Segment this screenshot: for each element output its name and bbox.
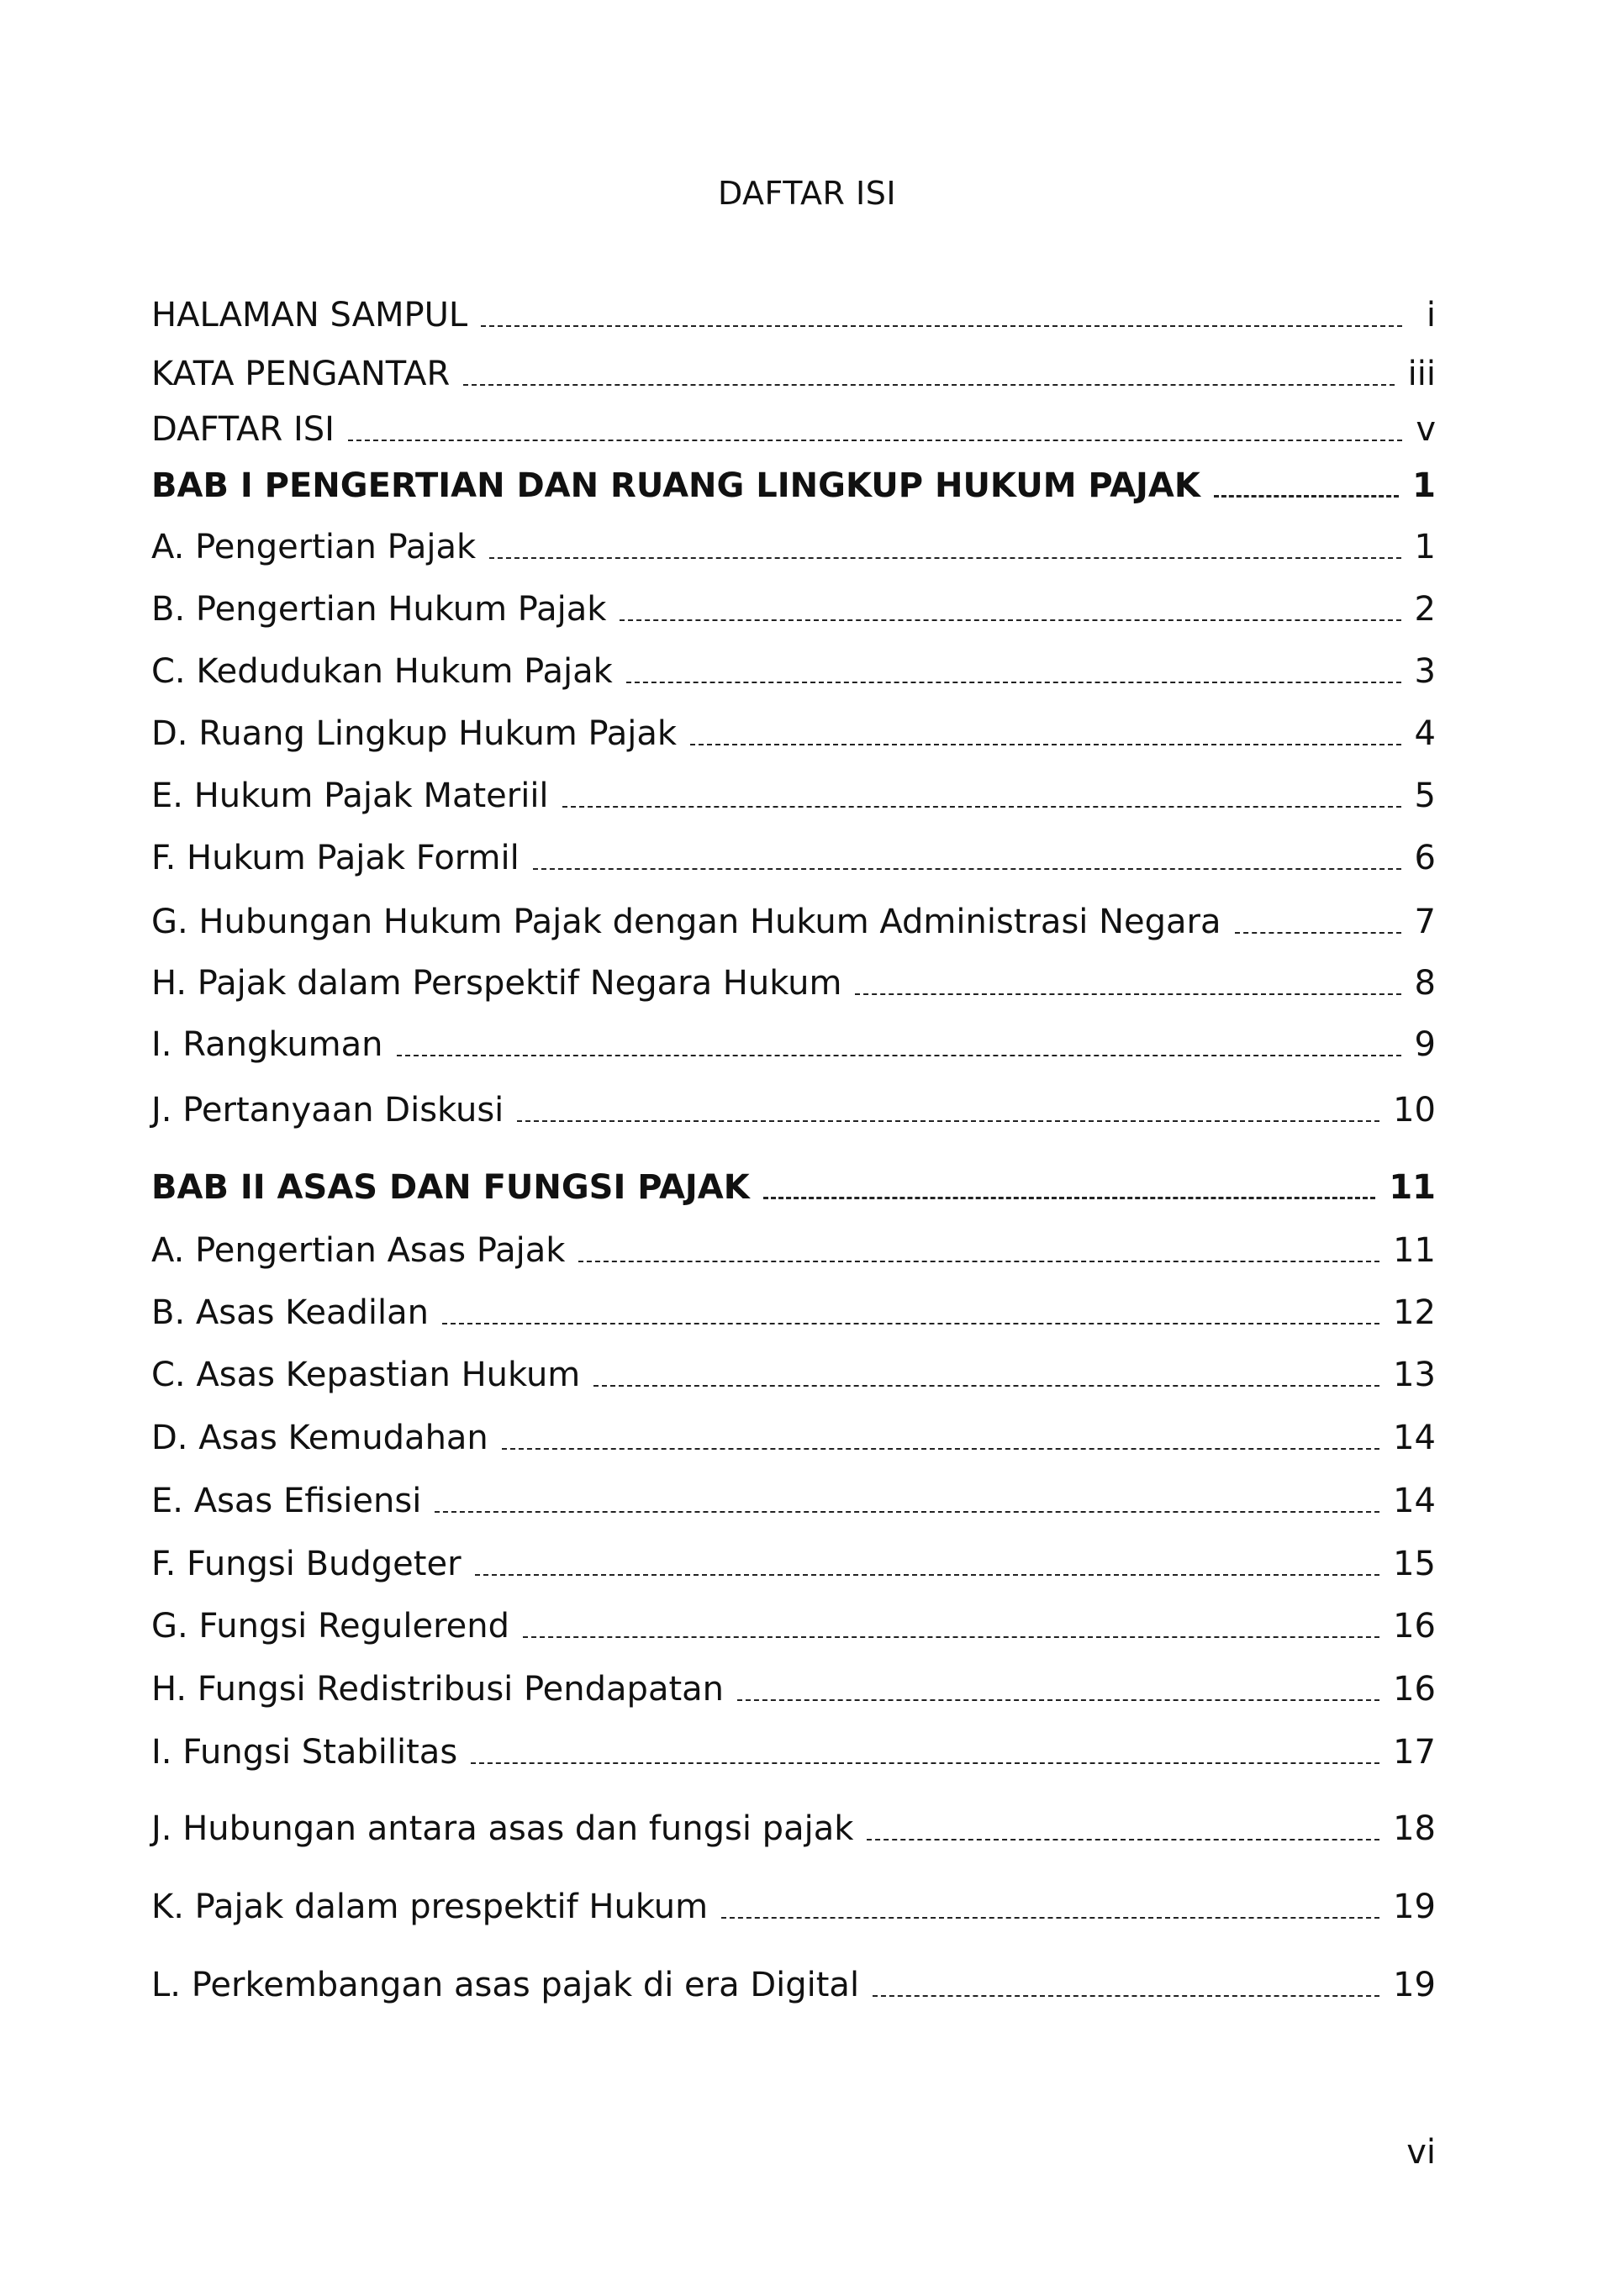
toc-entry-page-number: 19 [1393,1888,1436,1926]
toc-row [151,1290,1436,1335]
toc-row [151,292,1436,338]
toc-entry-label: C. Asas Kepastian Hukum [151,1356,581,1394]
toc-row [151,1730,1436,1775]
toc-dotted-leader [873,1995,1379,1997]
toc-row [151,1087,1436,1133]
toc-entry-label: K. Pajak dalam prespektif Hukum [151,1888,709,1926]
toc-dotted-leader [442,1323,1379,1324]
toc-dotted-leader [481,325,1402,327]
toc-entry-label: BAB II ASAS DAN FUNGSI PAJAK [151,1168,750,1207]
toc-dotted-leader [562,806,1401,808]
toc-row [151,1541,1436,1587]
toc-row [151,1962,1436,2008]
toc-dotted-leader [867,1839,1379,1840]
toc-entry-page-number: 11 [1393,1231,1436,1270]
toc-row [151,1228,1436,1273]
toc-entry-page-number: 8 [1414,964,1436,1003]
toc-entry-page-number: 3 [1414,652,1436,691]
toc-entry-page-number: 18 [1393,1809,1436,1848]
page-title: DAFTAR ISI [717,175,897,212]
toc-dotted-leader [471,1762,1379,1764]
toc-entry-page-number: v [1416,410,1436,449]
toc-entry-label: DAFTAR ISI [151,410,335,449]
toc-entry-label: H. Pajak dalam Perspektif Negara Hukum [151,964,842,1003]
toc-entry-label: I. Rangkuman [151,1025,383,1064]
toc-dotted-leader [533,868,1401,870]
toc-entry-label: L. Perkembangan asas pajak di era Digital [151,1966,860,2004]
toc-dotted-leader [593,1385,1379,1387]
toc-entry-label: I. Fungsi Stabilitas [151,1733,458,1772]
toc-entry-page-number: 16 [1393,1607,1436,1646]
toc-entry-label: D. Asas Kemudahan [151,1419,488,1457]
toc-row [151,1884,1436,1930]
toc-entry-page-number: 11 [1389,1168,1436,1207]
toc-entry-page-number: iii [1407,355,1436,393]
toc-row [151,961,1436,1006]
toc-chapter-row [151,463,1436,508]
toc-entry-page-number: 16 [1393,1670,1436,1709]
toc-entry-page-number: 6 [1414,839,1436,877]
toc-row [151,1022,1436,1067]
toc-row [151,899,1436,945]
toc-entry-label: C. Kedudukan Hukum Pajak [151,652,613,691]
toc-row [151,1604,1436,1649]
toc-entry-page-number: 2 [1414,590,1436,629]
toc-dotted-leader [397,1055,1401,1056]
toc-entry-label: F. Fungsi Budgeter [151,1545,462,1583]
toc-dotted-leader [475,1574,1380,1576]
toc-entry-label: E. Asas Efisiensi [151,1482,422,1520]
toc-entry-page-number: 1 [1412,466,1436,505]
toc-row [151,835,1436,881]
toc-entry-label: F. Hukum Pajak Formil [151,839,520,877]
toc-row [151,524,1436,570]
toc-entry-page-number: 10 [1393,1091,1436,1130]
toc-dotted-leader [620,619,1400,621]
toc-dotted-leader [690,744,1400,745]
toc-row [151,1352,1436,1398]
toc-entry-page-number: 14 [1393,1419,1436,1457]
toc-dotted-leader [523,1636,1379,1638]
toc-entry-label: D. Ruang Lingkup Hukum Pajak [151,714,678,753]
toc-entry-page-number: 4 [1414,714,1436,753]
toc-entry-label: B. Pengertian Hukum Pajak [151,590,607,629]
toc-entry-page-number: 14 [1393,1482,1436,1520]
toc-chapter-row [151,1165,1436,1210]
toc-dotted-leader [721,1917,1379,1919]
toc-row [151,1806,1436,1851]
toc-entry-page-number: 1 [1414,528,1436,566]
toc-dotted-leader [626,682,1401,683]
toc-dotted-leader [578,1261,1379,1262]
toc-entry-label: J. Pertanyaan Diskusi [151,1091,504,1130]
toc-entry-page-number: 19 [1393,1966,1436,2004]
toc-entry-page-number: 15 [1393,1545,1436,1583]
toc-dotted-leader [763,1197,1376,1199]
toc-dotted-leader [502,1448,1379,1450]
toc-dotted-leader [737,1699,1379,1701]
toc-entry-label: J. Hubungan antara asas dan fungsi pajak [151,1809,854,1848]
toc-row [151,1478,1436,1524]
toc-entry-label: H. Fungsi Redistribusi Pendapatan [151,1670,724,1709]
toc-entry-label: BAB I PENGERTIAN DAN RUANG LINGKUP HUKUM PAJAK [151,466,1200,505]
toc-row [151,407,1436,452]
toc-row [151,649,1436,694]
toc-entry-page-number: 7 [1414,903,1436,941]
toc-row [151,351,1436,397]
toc-entry-label: G. Hubungan Hukum Pajak dengan Hukum Administrasi Negara [151,903,1221,941]
toc-entry-label: HALAMAN SAMPUL [151,296,468,334]
toc-row [151,711,1436,756]
toc-row [151,587,1436,632]
toc-row [151,1415,1436,1461]
toc-dotted-leader [1214,495,1399,498]
toc-row [151,773,1436,819]
toc-entry-page-number: i [1426,296,1436,334]
page-number: vi [1406,2133,1436,2172]
toc-entry-page-number: 9 [1414,1025,1436,1064]
toc-entry-page-number: 5 [1414,777,1436,815]
toc-dotted-leader [489,557,1400,559]
toc-dotted-leader [463,384,1394,386]
toc-entry-label: A. Pengertian Pajak [151,528,477,566]
toc-entry-page-number: 12 [1393,1293,1436,1332]
toc-dotted-leader [348,440,1402,441]
toc-dotted-leader [1235,932,1401,934]
toc-entry-page-number: 17 [1393,1733,1436,1772]
toc-dotted-leader [517,1120,1379,1122]
toc-dotted-leader [435,1511,1379,1513]
toc-entry-label: KATA PENGANTAR [151,355,451,393]
toc-entry-label: E. Hukum Pajak Materiil [151,777,549,815]
toc-entry-label: B. Asas Keadilan [151,1293,429,1332]
toc-entry-page-number: 13 [1393,1356,1436,1394]
toc-entry-label: A. Pengertian Asas Pajak [151,1231,566,1270]
toc-entry-label: G. Fungsi Regulerend [151,1607,509,1646]
toc-row [151,1667,1436,1712]
toc-dotted-leader [855,993,1400,995]
